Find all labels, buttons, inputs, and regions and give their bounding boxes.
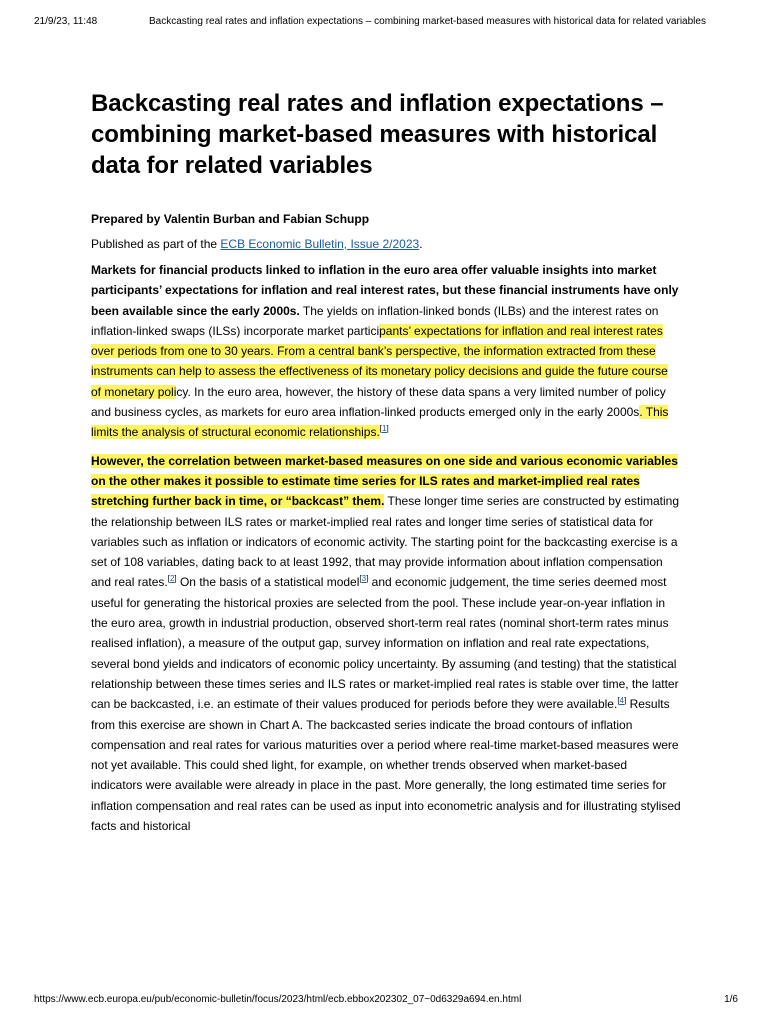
paragraph-1-lead: Markets for financial products linked to inflation in the euro area offer valuable insights into market participants’ expectations for inflation and real interest rates, but these financial instruments have only been available since the early 2000s. bbox=[91, 263, 679, 318]
paragraph-2-text-b: On the basis of a statistical model bbox=[176, 575, 360, 590]
published-suffix: . bbox=[419, 237, 423, 251]
print-datetime: 21/9/23, 11:48 bbox=[34, 16, 98, 27]
published-line bbox=[91, 236, 681, 252]
highlight-2: . This limits the analysis of structural economic relationships. bbox=[91, 405, 669, 440]
highlight-1: pants’ expectations for inflation and real interest rates over periods from one to 30 years. From a central bank’s perspective, the information extracted from these instruments can help to assess the effectiveness of its monetary policy decisions and guide the future course of monetary poli bbox=[91, 323, 668, 399]
paragraph-1-text-b: cy. In the euro area, however, the history of these data spans a very limited number of policy and business cycles, as markets for euro area inflation-linked products emerged only in the early 2000s bbox=[91, 384, 666, 420]
page-number: 1/6 bbox=[724, 994, 738, 1005]
footnote-ref-3: [3] bbox=[359, 574, 369, 584]
article bbox=[91, 88, 681, 836]
paragraph-2-text-c: and economic judgement, the time series deemed most useful for generating the historical proxies are selected from the pool. These include year-on-year inflation in the euro area, growth in industrial production, observed short-term real rates (nominal short-term rates minus realised inflation), a measure of the output gap, survey information on inflation and real rate expectations, several bond yields and indicators of economic policy uncertainty. By assuming (and testing) that the statistical relationship between these times series and ILS rates or market-implied real rates is stable over time, the latter can be backcasted, i.e. an estimate of their values produced for periods before they were available. bbox=[91, 575, 679, 712]
byline: Prepared by Valentin Burban and Fabian Schupp bbox=[91, 212, 370, 226]
paragraph-1 bbox=[91, 260, 681, 443]
paragraph-2-text-a: These longer time series are constructed by estimating the relationship between ILS rates or market-implied real rates and longer time series of statistical data for variables such as inflation or indicators of economic activity. The starting point for the backcasting exercise is a set of 108 variables, dating back to at least 1992, that may provide information about inflation compensation and real rates. bbox=[91, 494, 680, 590]
footnote-link-4[interactable]: 4 bbox=[619, 696, 624, 706]
footnote-ref-1: [1] bbox=[379, 424, 389, 434]
footnote-link-1[interactable]: 1 bbox=[382, 424, 387, 434]
print-header-title: Backcasting real rates and inflation expectations – combining market-based measures with historical data for related variables bbox=[149, 16, 706, 27]
paragraph-2 bbox=[91, 451, 681, 837]
published-prefix: Published as part of the bbox=[91, 237, 221, 251]
article-title: Backcasting real rates and inflation expectations – combining market-based measures with historical data for related variables bbox=[91, 90, 664, 179]
footnote-link-3[interactable]: 3 bbox=[361, 574, 367, 584]
footnote-ref-2: [2] bbox=[167, 574, 177, 584]
paragraph-1-text-a: The yields on inflation-linked bonds (ILBs) and the interest rates on inflation-linked swaps (ILSs) incorporate market partici bbox=[91, 303, 659, 338]
highlight-3: However, the correlation between market-based measures on one side and various economic variables on the other makes it possible to estimate time series for ILS rates and market-implied real rates stretching further back in time, or “backcast” them. bbox=[91, 453, 678, 509]
economic-bulletin-link[interactable]: ECB Economic Bulletin, Issue 2/2023 bbox=[220, 237, 420, 251]
footnote-ref-4: [4] bbox=[617, 696, 627, 706]
page-url: https://www.ecb.europa.eu/pub/economic-bulletin/focus/2023/html/ecb.ebbox202302_07~0d6329a694.en.html bbox=[34, 994, 522, 1005]
paragraph-2-text-d: Results from this exercise are shown in Chart A. The backcasted series indicate the broad contours of inflation compensation and real rates for various maturities over a period where real-time market-based measures were not yet available. This could shed light, for example, on whether trends observed when market-based indicators were available were already in place in the past. More generally, the long estimated time series for inflation compensation and real rates can be used as input into econometric analysis and for illustrating stylised facts and historical bbox=[91, 697, 681, 834]
footnote-link-2[interactable]: 2 bbox=[169, 574, 175, 584]
